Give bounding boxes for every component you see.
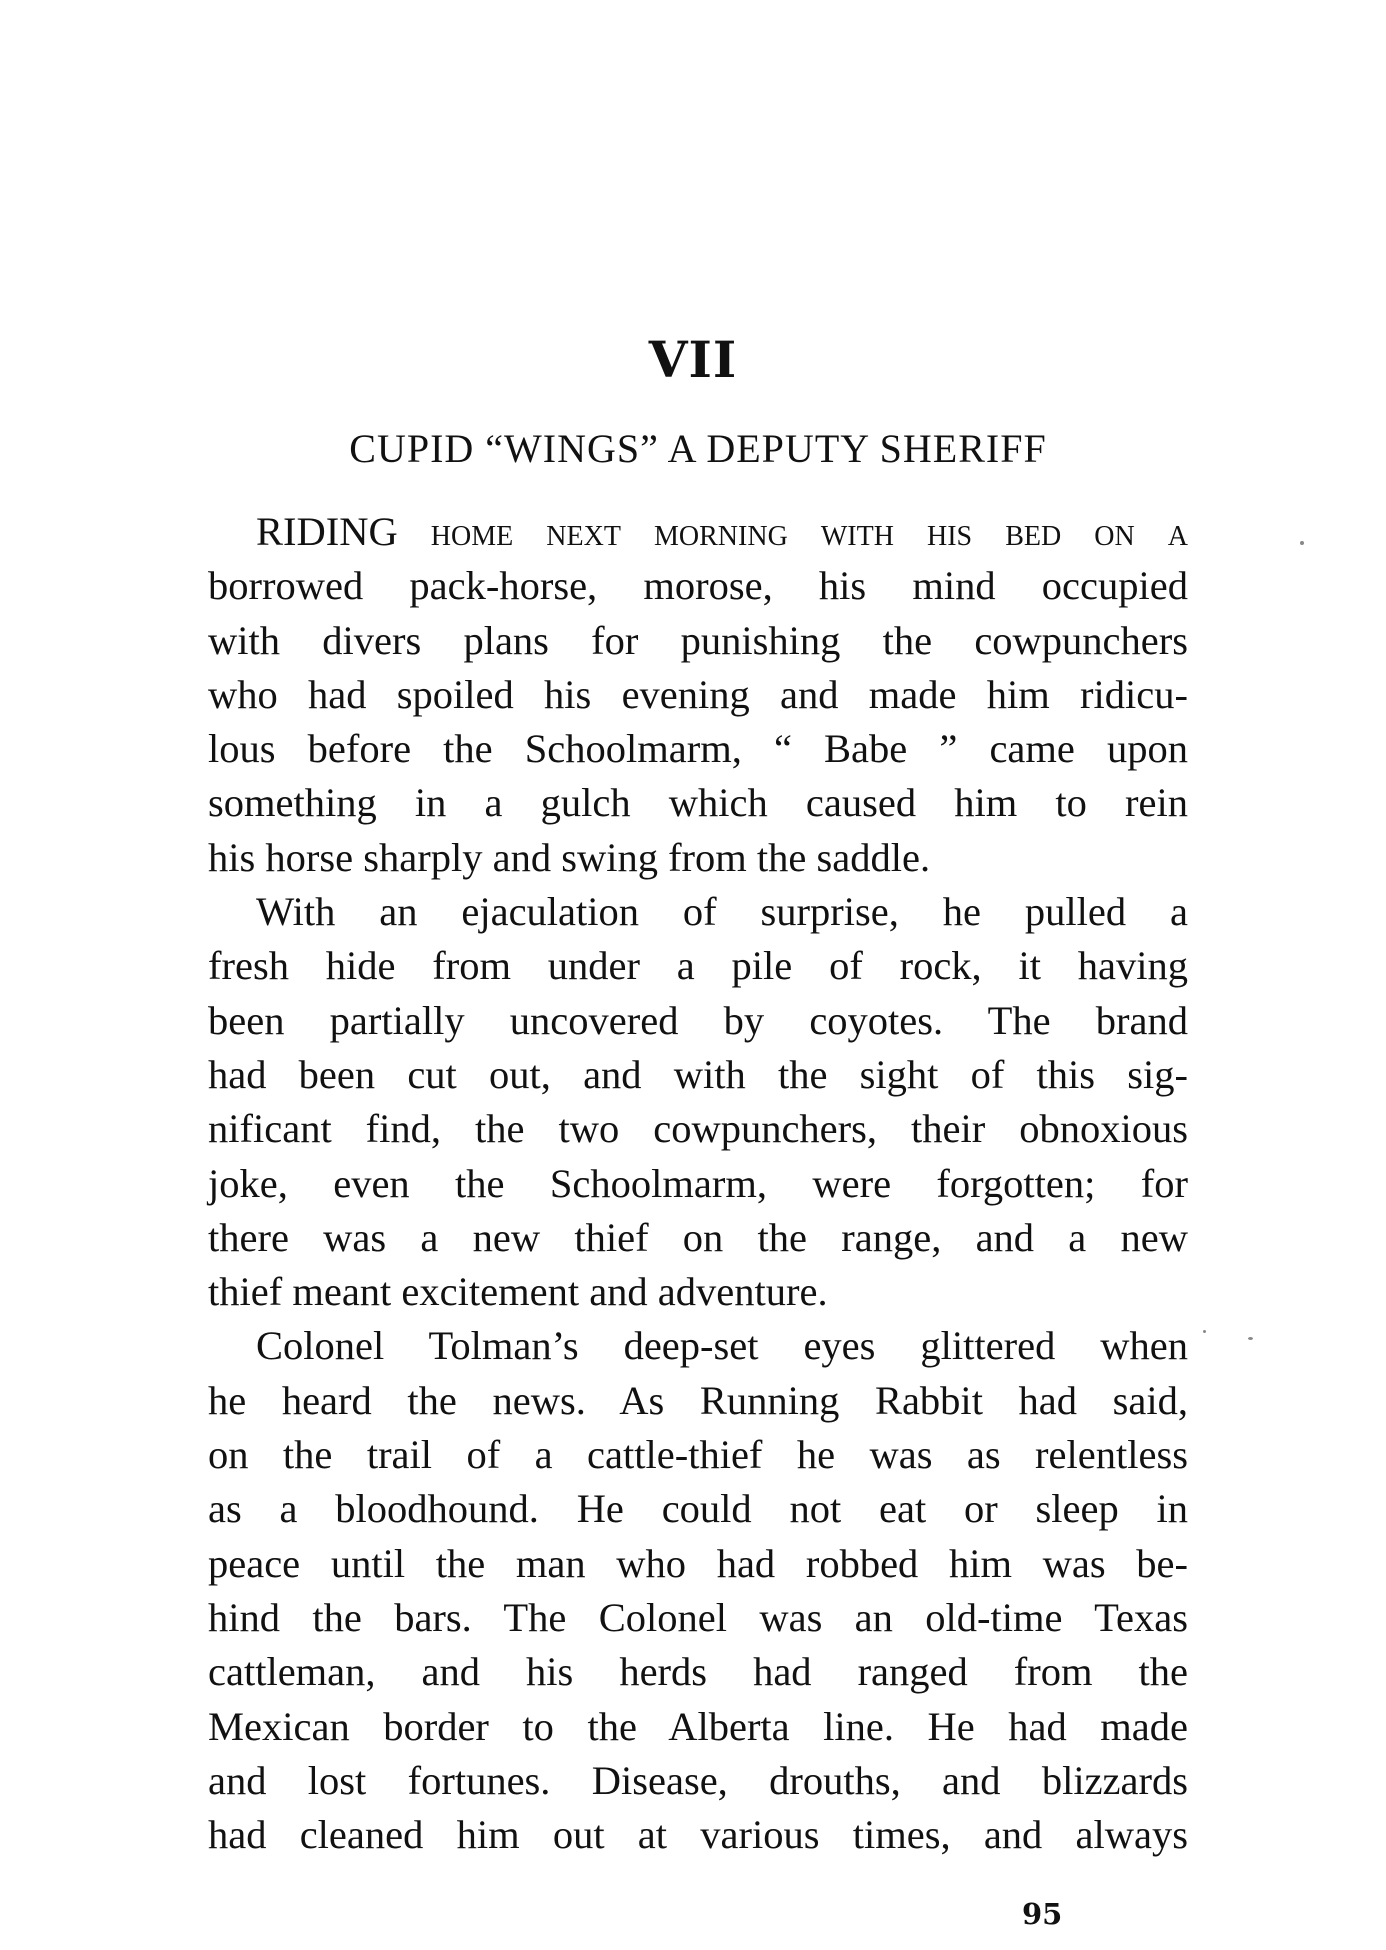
page-number: 95 — [1022, 1897, 1063, 1931]
text-line: he heard the news. As Running Rabbit had said, — [208, 1377, 1188, 1423]
text-line: as a bloodhound. He could not eat or sleep in — [208, 1486, 1188, 1532]
chapter-number: VII — [648, 330, 738, 389]
text-line: Mexican border to the Alberta line. He had made — [208, 1703, 1188, 1749]
text-line: who had spoiled his evening and made him ridicu- — [208, 671, 1188, 717]
text-line: thief meant excitement and adventure. — [208, 1269, 828, 1315]
paragraph-3 — [208, 1319, 1188, 1862]
text-line: peace until the man who had robbed him was be- — [208, 1540, 1188, 1586]
text-line: lous before the Schoolmarm, “ Babe ” came upon — [208, 726, 1188, 772]
text-line: With an ejaculation of surprise, he pulled a — [256, 889, 1188, 935]
paper-speck — [1203, 1330, 1206, 1333]
text-line: his horse sharply and swing from the saddle. — [208, 834, 931, 880]
chapter-title: CUPID “WINGS” A DEPUTY SHERIFF — [349, 426, 1047, 471]
paper-speck — [1248, 1337, 1253, 1340]
text-line: nificant find, the two cowpunchers, their obnoxious — [208, 1106, 1188, 1152]
paper-speck — [1300, 541, 1304, 545]
text-line: cattleman, and his herds had ranged from the — [208, 1649, 1188, 1695]
text-line: had been cut out, and with the sight of this sig- — [208, 1051, 1188, 1097]
text-line: hind the bars. The Colonel was an old-time Texas — [208, 1594, 1188, 1640]
text-line — [208, 505, 1188, 559]
text-line: something in a gulch which caused him to rein — [208, 780, 1188, 826]
text-line: fresh hide from under a pile of rock, it having — [208, 943, 1188, 989]
paragraph-1 — [208, 505, 1188, 885]
text-line: borrowed pack-horse, morose, his mind occupied — [208, 563, 1188, 609]
body-text — [208, 505, 1188, 1862]
text-line: with divers plans for punishing the cowpunchers — [208, 617, 1188, 663]
text-line: joke, even the Schoolmarm, were forgotten; for — [208, 1160, 1188, 1206]
text-line: on the trail of a cattle-thief he was as relentless — [208, 1432, 1188, 1478]
paragraph-2 — [208, 885, 1188, 1319]
drop-word: RIDING home next morning with his bed on a — [256, 509, 1188, 554]
text-line: been partially uncovered by coyotes. The brand — [208, 997, 1188, 1043]
text-line: and lost fortunes. Disease, drouths, and blizzards — [208, 1757, 1188, 1803]
text-line: Colonel Tolman’s deep-set eyes glittered when — [256, 1323, 1188, 1369]
text-line: there was a new thief on the range, and a new — [208, 1214, 1188, 1260]
text-line: had cleaned him out at various times, and always — [208, 1812, 1188, 1858]
